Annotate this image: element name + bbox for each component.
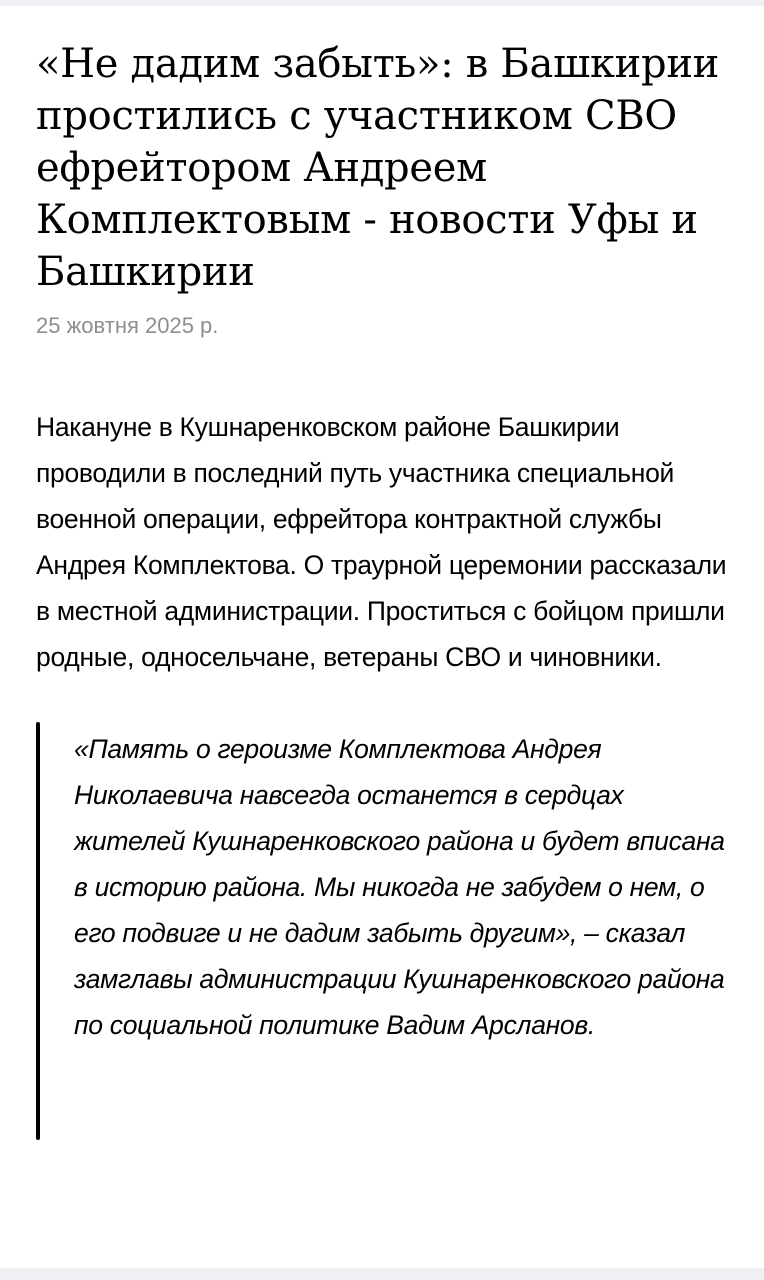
article-view[interactable] bbox=[0, 6, 764, 1268]
article-date: 25 жовтня 2025 р. bbox=[36, 313, 219, 338]
quote-text: «Память о героизме Комплектова Андрея Николаевича навсегда останется в сердцах жителей Кушнаренковского района и будет вписана в историю района. Мы никогда не забудем о нем, о его подвиге и не дадим забыть другим», – сказал замглавы администрации Кушнаренковского района по социальной политике Вадим Арсланов. bbox=[74, 734, 725, 1040]
quote-bar bbox=[36, 722, 40, 1140]
article-title: «Не дадим забыть»: в Башкирии простились с участником СВО ефрейтором Андреем Комплектовым - новости Уфы и Башкирии bbox=[36, 41, 720, 295]
blockquote bbox=[36, 722, 728, 1048]
article-lead-paragraph: Накануне в Кушнаренковском районе Башкирии проводили в последний путь участника специальной военной операции, ефрейтора контрактной службы Андрея Комплектова. О траурной церемонии рассказали в местной администрации. Проститься с бойцом пришли родные, односельчане, ветераны СВО и чиновники. bbox=[36, 412, 727, 672]
